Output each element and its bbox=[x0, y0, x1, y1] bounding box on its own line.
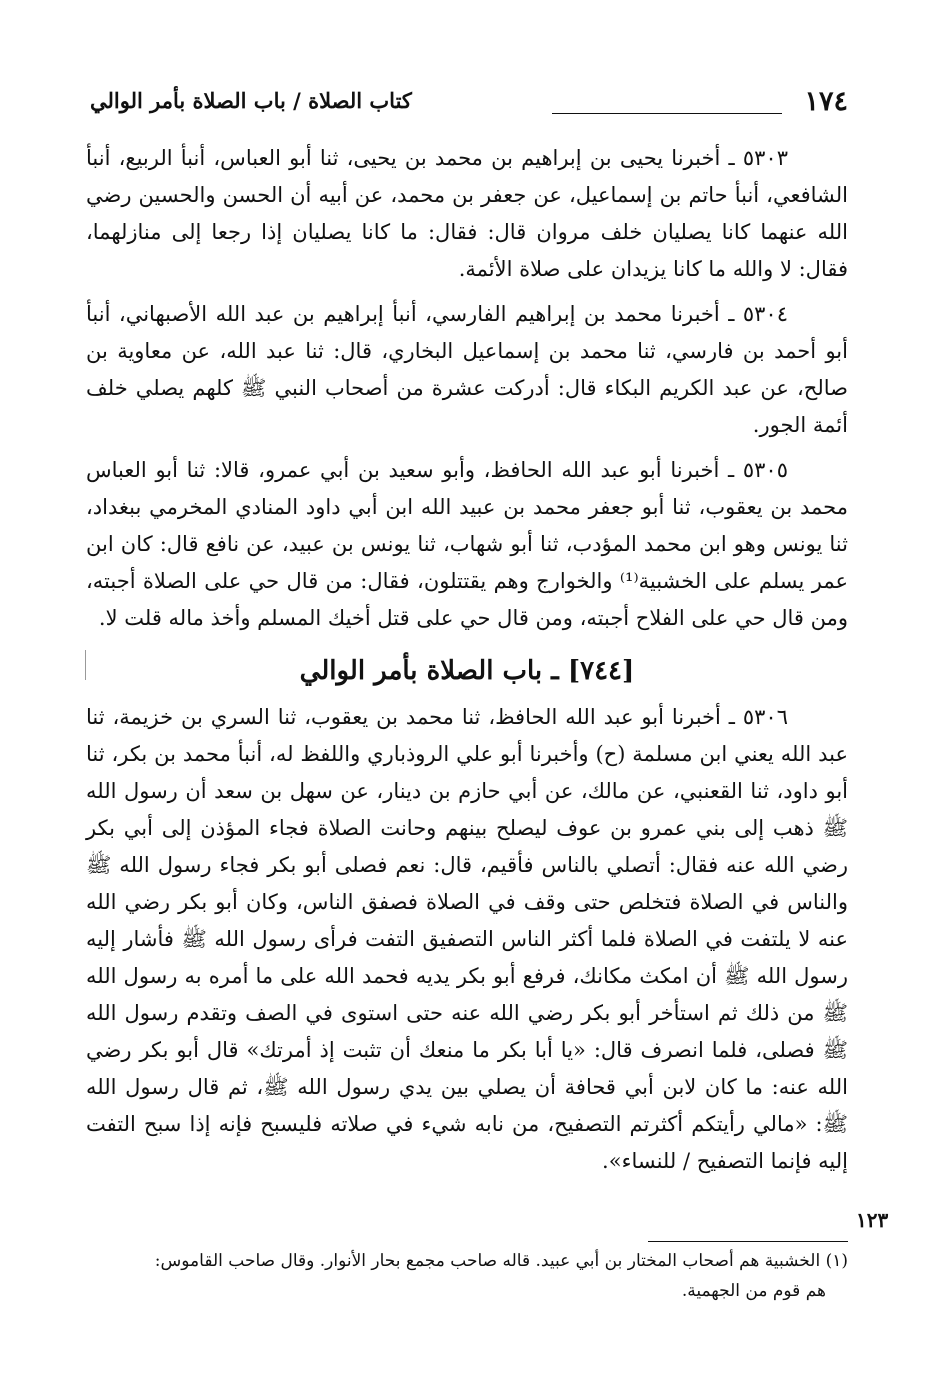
margin-mark bbox=[85, 650, 86, 680]
running-title: كتاب الصلاة / باب الصلاة بأمر الوالي bbox=[90, 88, 412, 113]
margin-page-number: ١٢٣ bbox=[856, 1208, 889, 1232]
main-text bbox=[86, 140, 848, 1188]
footnote-1: (١) الخشبية هم أصحاب المختار بن أبي عبيد. قاله صاحب مجمع بحار الأنوار. وقال صاحب القاموس: bbox=[154, 1251, 848, 1271]
footnote-separator bbox=[648, 1241, 848, 1242]
footnote-1-continued: هم قوم من الجهمية. bbox=[681, 1281, 826, 1301]
hadith-5306: ٥٣٠٦ ـ أخبرنا أبو عبد الله الحافظ، ثنا محمد بن يعقوب، ثنا السري بن خزيمة، ثنا عبد الله يعني ابن مسلمة (ح) وأخبرنا أبو علي الروذباري واللفظ له، أنبأ محمد بن بكر، ثنا أبو داود، ثنا القعنبي، عن مالك، عن أبي حازم بن دينار، عن سهل بن سعد أن رسول الله ﷺ ذهب إلى بني عمرو بن عوف ليصلح بينهم وحانت الصلاة فجاء المؤذن إلى أبي بكر رضي الله عنه فقال: أتصلي بالناس فأقيم، قال: نعم فصلى أبو بكر فجاء رسول الله ﷺ والناس في الصلاة فتخلص حتى وقف في الصلاة فصفق الناس، وكان أبو بكر رضي الله عنه لا يلتفت في الصلاة فلما أكثر الناس التصفيق التفت فرأى رسول الله ﷺ فأشار إليه رسول الله ﷺ أن امكث مكانك، فرفع أبو بكر يديه فحمد الله على ما أمره به رسول الله ﷺ من ذلك ثم استأخر أبو بكر رضي الله عنه حتى استوى في الصف وتقدم رسول الله ﷺ فصلى، فلما انصرف قال: «يا أبا بكر ما منعك أن تثبت إذ أمرتك» قال أبو بكر رضي الله عنه: ما كان لابن أبي قحافة أن يصلي بين يدي رسول الله ﷺ، ثم قال رسول الله ﷺ: «مالي رأيتكم أكثرتم التصفيح، من نابه شيء في صلاته فليسبح فإنه إذا سبح التفت إليه فإنما التصفيح / للنساء». bbox=[86, 705, 848, 1173]
hadith-5303: ٥٣٠٣ ـ أخبرنا يحيى بن إبراهيم بن محمد بن يحيى، ثنا أبو العباس، أنبأ الربيع، أنبأ الشافعي، أنبأ حاتم بن إسماعيل، عن جعفر بن محمد، عن أبيه أن الحسن والحسين رضي الله عنهما كانا يصليان خلف مروان قال: فقال: ما كانا يصليان إذا رجعا إلى منازلهما، فقال: لا والله ما كانا يزيدان على صلاة الأئمة. bbox=[86, 146, 848, 281]
chapter-heading: [٧٤٤] ـ باب الصلاة بأمر الوالي bbox=[299, 656, 635, 686]
footnotes bbox=[86, 1246, 848, 1306]
hadith-5305: ٥٣٠٥ ـ أخبرنا أبو عبد الله الحافظ، وأبو سعيد بن أبي عمرو، قالا: ثنا أبو العباس محمد بن يعقوب، ثنا أبو جعفر محمد بن عبيد الله ابن أبي داود المنادي المخرمي ببغداد، ثنا يونس وهو ابن محمد المؤدب، ثنا أبو شهاب، ثنا يونس بن عبيد، عن نافع قال: كان ابن عمر يسلم على الخشبية⁽¹⁾ والخوارج وهم يقتتلون، فقال: من قال حي على الصلاة أجبته، ومن قال حي على الفلاح أجبته، ومن قال حي على قتل أخيك المسلم وأخذ ماله قلت لا. bbox=[86, 458, 848, 630]
page-number: ١٧٤ bbox=[804, 86, 848, 117]
hadith-5304: ٥٣٠٤ ـ أخبرنا محمد بن إبراهيم الفارسي، أنبأ إبراهيم بن عبد الله الأصبهاني، أنبأ أبو أحمد بن فارسي، ثنا محمد بن إسماعيل البخاري، قال: ثنا عبد الله، عن معاوية بن صالح، عن عبد الكريم البكاء قال: أدركت عشرة من أصحاب النبي ﷺ كلهم يصلي خلف أئمة الجور. bbox=[86, 302, 848, 437]
running-header bbox=[90, 86, 848, 122]
header-rule bbox=[552, 113, 782, 114]
